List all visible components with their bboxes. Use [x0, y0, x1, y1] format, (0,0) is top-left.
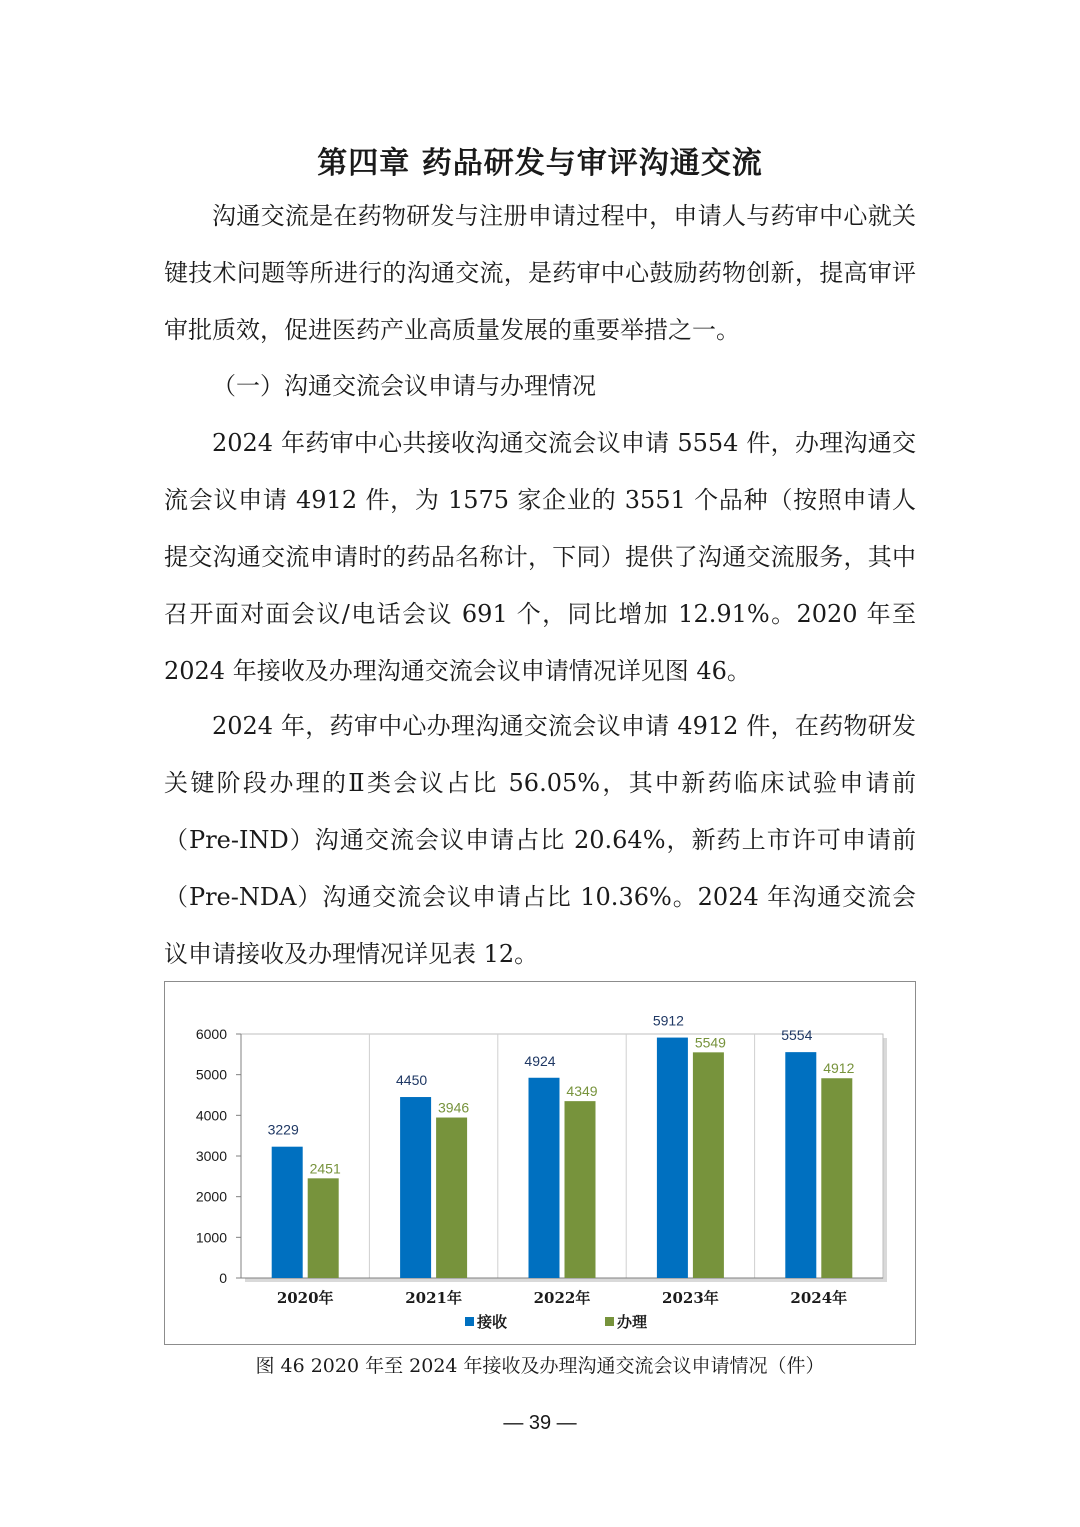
data-label: 4349: [566, 1083, 598, 1100]
chart-frame: [164, 981, 916, 1345]
legend-swatch-接收: [465, 1317, 474, 1326]
data-label: 4924: [524, 1052, 556, 1069]
data-label: 5554: [781, 1027, 813, 1044]
bar-办理: [821, 1078, 852, 1278]
data-label: 5912: [652, 1012, 684, 1029]
page-number: — 39 —: [503, 1412, 577, 1434]
y-tick-label: 6000: [195, 1026, 227, 1042]
y-tick-label: 2000: [195, 1188, 227, 1205]
data-label: 4912: [823, 1060, 855, 1077]
data-label: 3946: [438, 1099, 470, 1116]
meeting-type-paragraph: 2024 年，药审中心办理沟通交流会议申请 4912 件，在药物研发关键阶段办理的Ⅱ类会议占比 56.05%，其中新药临床试验申请前（Pre-IND）沟通交流会议申请占比 20.64%，新药上市许可申请前（Pre-NDA）沟通交流会议申请占比 10.36%。2024 年沟通交流会议申请接收及办理情况详见表 12。: [164, 712, 916, 968]
bar-办理: [565, 1101, 596, 1278]
legend-label: 接收: [477, 1313, 508, 1331]
legend-label: 办理: [617, 1313, 648, 1331]
data-label: 4450: [396, 1072, 428, 1089]
chapter-title: 第四章 药品研发与审评沟通交流: [317, 146, 763, 181]
intro-paragraph: 沟通交流是在药物研发与注册申请过程中，申请人与药审中心就关键技术问题等所进行的沟通交流，是药审中心鼓励药物创新，提高审评审批质效，促进医药产业高质量发展的重要举措之一。: [164, 202, 916, 344]
y-tick-label: 1000: [195, 1229, 227, 1246]
y-tick-label: 0: [219, 1270, 227, 1286]
y-tick-label: 3000: [195, 1148, 227, 1164]
bar-办理: [436, 1118, 467, 1278]
y-tick-label: 5000: [195, 1066, 227, 1083]
x-tick-label: 2021年: [405, 1289, 462, 1307]
x-tick-label: 2024年: [790, 1289, 848, 1307]
section-subheading: （一）沟通交流会议申请与办理情况: [212, 372, 596, 400]
data-label: 2451: [309, 1160, 341, 1177]
bar-chart: [165, 982, 915, 1344]
bar-接收: [400, 1097, 431, 1278]
data-label: 3229: [267, 1121, 299, 1138]
bar-办理: [693, 1052, 724, 1278]
x-tick-label: 2023年: [662, 1289, 719, 1307]
data-label: 5549: [694, 1034, 726, 1051]
legend-swatch-办理: [605, 1317, 614, 1326]
bar-接收: [272, 1147, 303, 1278]
x-tick-label: 2020年: [276, 1289, 334, 1307]
bar-接收: [657, 1038, 688, 1278]
stats-paragraph: 2024 年药审中心共接收沟通交流会议申请 5554 件，办理沟通交流会议申请 4912 件，为 1575 家企业的 3551 个品种（按照申请人提交沟通交流申请时的药品名称计，下同）提供了沟通交流服务，其中召开面对面会议/电话会议 691 个，同比增加 12.91%。2020 年至 2024 年接收及办理沟通交流会议申请情况详见图 46。: [164, 429, 916, 685]
bar-接收: [529, 1078, 560, 1278]
figure-caption: 图 46 2020 年至 2024 年接收及办理沟通交流会议申请情况（件）: [255, 1355, 825, 1377]
bar-办理: [308, 1178, 339, 1278]
bar-接收: [785, 1052, 816, 1278]
y-tick-label: 4000: [195, 1107, 227, 1124]
x-tick-label: 2022年: [533, 1289, 591, 1307]
